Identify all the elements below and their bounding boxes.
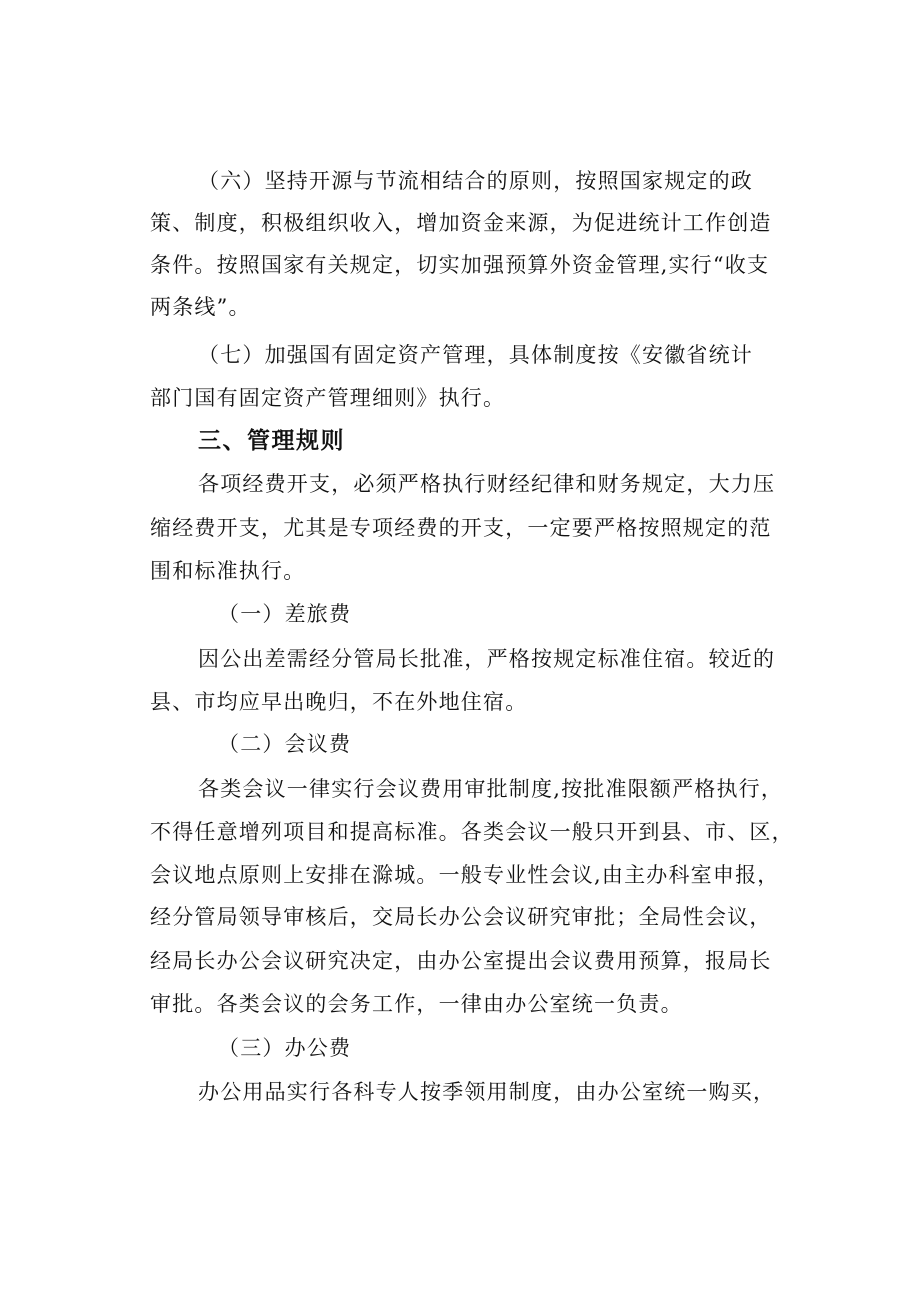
travel-line-1: 因公出差需经分管局长批准，严格按规定标准住宿。较近的 <box>198 647 776 671</box>
paragraph-seven-line-2: 部门国有固定资产管理细则》执行。 <box>150 386 506 410</box>
paragraph-six-line-3: 条件。按照国家有关规定，切实加强预算外资金管理,实行“收支 <box>150 253 770 277</box>
meeting-line-6: 审批。各类会议的会务工作，一律由办公室统一负责。 <box>150 992 683 1016</box>
paragraph-six-line-4: 两条线”。 <box>150 295 251 319</box>
travel-line-2: 县、市均应早出晚归，不在外地住宿。 <box>150 690 528 714</box>
paragraph-six-line-2: 策、制度，积极组织收入，增加资金来源，为促进统计工作创造 <box>150 211 772 235</box>
meeting-line-1: 各类会议一律实行会议费用审批制度,按批准限额严格执行， <box>198 777 784 801</box>
office-subheading: （三）办公费 <box>218 1036 352 1060</box>
meeting-line-3: 会议地点原则上安排在滁城。一般专业性会议,由主办科室申报， <box>150 863 780 887</box>
meeting-line-5: 经局长办公会议研究决定，由办公室提出会议费用预算，报局长 <box>150 949 772 973</box>
intro-line-2: 缩经费开支，尤其是专项经费的开支，一定要严格按照规定的范 <box>150 516 772 540</box>
meeting-subheading: （二）会议费 <box>218 732 352 756</box>
section-heading: 三、管理规则 <box>198 428 345 454</box>
paragraph-seven-line-1: （七）加强国有固定资产管理，具体制度按《安徽省统计 <box>198 343 753 367</box>
meeting-line-2: 不得任意增列项目和提高标准。各类会议一般只开到县、市、区， <box>150 820 794 844</box>
paragraph-six-line-1: （六）坚持开源与节流相结合的原则，按照国家规定的政 <box>198 169 753 193</box>
meeting-line-4: 经分管局领导审核后，交局长办公会议研究审批；全局性会议， <box>150 905 772 929</box>
intro-line-3: 围和标准执行。 <box>150 559 306 583</box>
office-line-1: 办公用品实行各科专人按季领用制度，由办公室统一购买， <box>198 1080 776 1104</box>
intro-line-1: 各项经费开支，必须严格执行财经纪律和财务规定，大力压 <box>198 472 776 496</box>
travel-subheading: （一）差旅费 <box>218 602 352 626</box>
